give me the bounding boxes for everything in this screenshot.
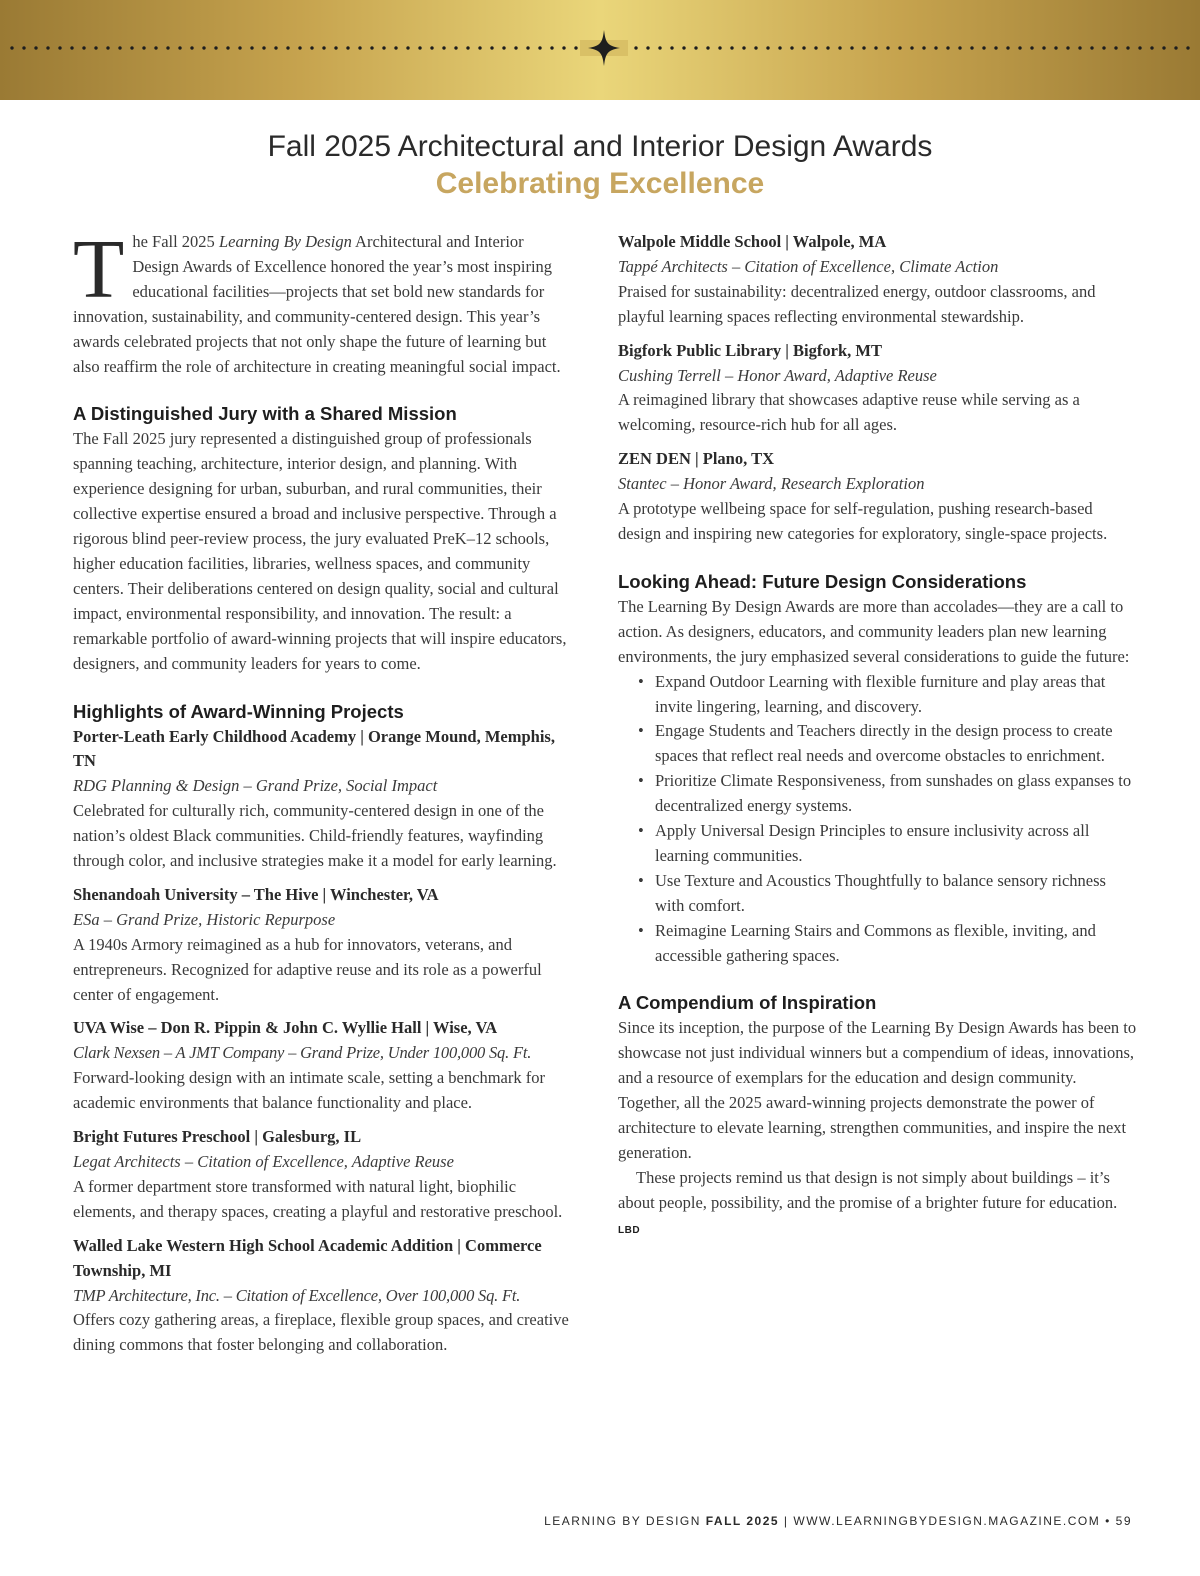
project-entry <box>73 1234 573 1359</box>
footer-separator: | <box>783 1514 789 1528</box>
end-mark: LBD <box>618 1224 641 1236</box>
project-name: Porter-Leath Early Childhood Academy | Orange Mound, Memphis, TN <box>73 726 555 771</box>
project-description: Offers cozy gathering areas, a fireplace, flexible group spaces, and creative dining commons that foster belonging and collaboration. <box>73 1310 569 1355</box>
right-column <box>618 230 1138 1244</box>
closing-paragraph <box>618 1166 1138 1244</box>
project-description: A 1940s Armory reimagined as a hub for innovators, veterans, and entrepreneurs. Recognized for adaptive reuse and its role as a powerful center of engagement. <box>73 934 542 1004</box>
list-item: • Prioritize Climate Responsiveness, from sunshades on glass expanses to decentralized energy systems. <box>638 769 1138 819</box>
project-entry <box>73 1125 573 1225</box>
footer-url: WWW.LEARNINGBYDESIGN.MAGAZINE.COM <box>793 1514 1101 1528</box>
list-item: • Reimagine Learning Stairs and Commons as flexible, inviting, and accessible gathering spaces. <box>638 919 1138 969</box>
compendium-body: Since its inception, the purpose of the Learning By Design Awards has been to showcase not just individual winners but a compendium of ideas, innovations, and a resource of exemplars for the education and design community. Together, all the 2025 award-winning projects demonstrate the power of architecture to elevate learning, strengthen communities, and inspire the next generation. <box>618 1018 1137 1162</box>
project-firm: Legat Architects – Citation of Excellence, Adaptive Reuse <box>73 1152 454 1171</box>
list-item: • Use Texture and Acoustics Thoughtfully to balance sensory richness with comfort. <box>638 869 1138 919</box>
project-entry <box>618 447 1138 547</box>
footer-publication: LEARNING BY DESIGN <box>544 1514 701 1528</box>
project-description: Praised for sustainability: decentralized energy, outdoor classrooms, and playful learning spaces reflecting environmental stewardship. <box>618 281 1096 326</box>
list-item: • Expand Outdoor Learning with flexible furniture and play areas that invite lingering, learning, and discovery. <box>638 670 1138 720</box>
list-item: • Engage Students and Teachers directly in the design process to create spaces that reflect real needs and overcome obstacles to enrichment. <box>638 719 1138 769</box>
drop-cap: T <box>73 223 125 316</box>
project-description: A reimagined library that showcases adaptive reuse while serving as a welcoming, resource-rich hub for all ages. <box>618 390 1080 435</box>
project-firm: RDG Planning & Design – Grand Prize, Social Impact <box>73 776 438 796</box>
project-entry <box>73 883 573 1008</box>
page-title-block <box>0 128 1200 202</box>
publication-name: Learning By Design <box>218 232 352 251</box>
project-firm: ESa – Grand Prize, Historic Repurpose <box>73 909 336 929</box>
project-name: Bright Futures Preschool | Galesburg, IL <box>73 1127 362 1147</box>
project-description: A former department store transformed with natural light, biophilic elements, and therapy spaces, creating a playful and restorative preschool. <box>73 1176 563 1221</box>
project-firm: TMP Architecture, Inc. – Citation of Excellence, Over 100,000 Sq. Ft. <box>73 1285 521 1305</box>
project-entry <box>73 1016 573 1116</box>
intro-text-start: he Fall 2025 <box>132 232 219 251</box>
project-description: Forward-looking design with an intimate scale, setting a benchmark for academic environments that balance functionality and place. <box>73 1068 545 1113</box>
project-name: Bigfork Public Library | Bigfork, MT <box>618 340 882 360</box>
considerations-list <box>618 670 1138 969</box>
project-name: Walled Lake Western High School Academic Addition | Commerce Township, MI <box>73 1235 542 1280</box>
left-column <box>73 223 573 1367</box>
project-entry <box>618 339 1138 439</box>
jury-section <box>73 401 573 676</box>
jury-heading: A Distinguished Jury with a Shared Mission <box>73 403 457 425</box>
jury-body: The Fall 2025 jury represented a distinguished group of professionals spanning teaching, architecture, interior design, and planning. With experience designing for urban, suburban, and rural communities, their collective expertise ensured a broad and inclusive perspective. Through a rigorous blind peer-review process, the jury evaluated PreK–12 schools, higher education facilities, libraries, wellness spaces, and community centers. Their deliberations centered on design quality, social and cultural impact, environmental responsibility, and innovation. The result: a remarkable portfolio of award-winning projects that will inspire educators, designers, and community leaders for years to come. <box>73 429 567 673</box>
footer-issue: FALL 2025 <box>705 1514 780 1528</box>
project-name: UVA Wise – Don R. Pippin & John C. Wyllie Hall | Wise, VA <box>73 1018 498 1038</box>
project-description: A prototype wellbeing space for self-regulation, pushing research-based design and inspiring new categories for exploratory, single-space projects. <box>618 499 1108 543</box>
page-number: 59 <box>1115 1514 1132 1528</box>
project-name: Walpole Middle School | Walpole, MA <box>618 232 887 251</box>
highlights-heading: Highlights of Award-Winning Projects <box>73 700 404 722</box>
project-firm: Clark Nexsen – A JMT Company – Grand Prize, Under 100,000 Sq. Ft. <box>73 1043 532 1063</box>
project-firm: Cushing Terrell – Honor Award, Adaptive Reuse <box>618 365 937 385</box>
looking-ahead-body: The Learning By Design Awards are more than accolades—they are a call to action. As designers, educators, and community leaders plan new learning environments, the jury emphasized several considerations to guide the future: <box>618 596 1130 666</box>
compendium-heading: A Compendium of Inspiration <box>618 992 877 1014</box>
project-entry <box>73 725 573 874</box>
closing-text: These projects remind us that design is not simply about buildings – it’s about people, possibility, and the promise of a brighter future for education. <box>618 1167 1118 1212</box>
four-point-star-icon <box>588 30 620 66</box>
intro-paragraph <box>73 223 573 379</box>
intro-text-rest: Architectural and Interior Design Awards of Excellence honored the year’s most inspiring educational facilities—projects that set bold new standards for innovation, sustainability, and community-centered design. This year’s awards celebrated projects that not only shape the future of learning but also reaffirm the role of architecture in creating meaningful social impact. <box>73 232 561 376</box>
project-name: ZEN DEN | Plano, TX <box>618 449 774 469</box>
page-subtitle: Celebrating Excellence <box>435 167 765 200</box>
project-description: Celebrated for culturally rich, community-centered design in one of the nation’s oldest Black communities. Child-friendly features, wayfinding through color, and inclusive strategies make it a model for early learning. <box>73 801 557 871</box>
page-title: Fall 2025 Architectural and Interior Design Awards <box>267 130 933 163</box>
header-banner <box>0 0 1200 100</box>
footer-bullet: • <box>1105 1514 1111 1528</box>
highlights-section <box>73 699 573 1359</box>
page-footer <box>544 1514 1132 1528</box>
project-entry <box>618 230 1138 330</box>
compendium-section <box>618 990 1138 1243</box>
project-name: Shenandoah University – The Hive | Winchester, VA <box>73 884 439 904</box>
project-firm: Stantec – Honor Award, Research Exploration <box>618 474 925 494</box>
looking-ahead-heading: Looking Ahead: Future Design Considerations <box>618 570 1027 592</box>
project-firm: Tappé Architects – Citation of Excellence, Climate Action <box>618 256 999 276</box>
looking-ahead-section <box>618 569 1138 969</box>
list-item: • Apply Universal Design Principles to ensure inclusivity across all learning communities. <box>638 819 1138 869</box>
